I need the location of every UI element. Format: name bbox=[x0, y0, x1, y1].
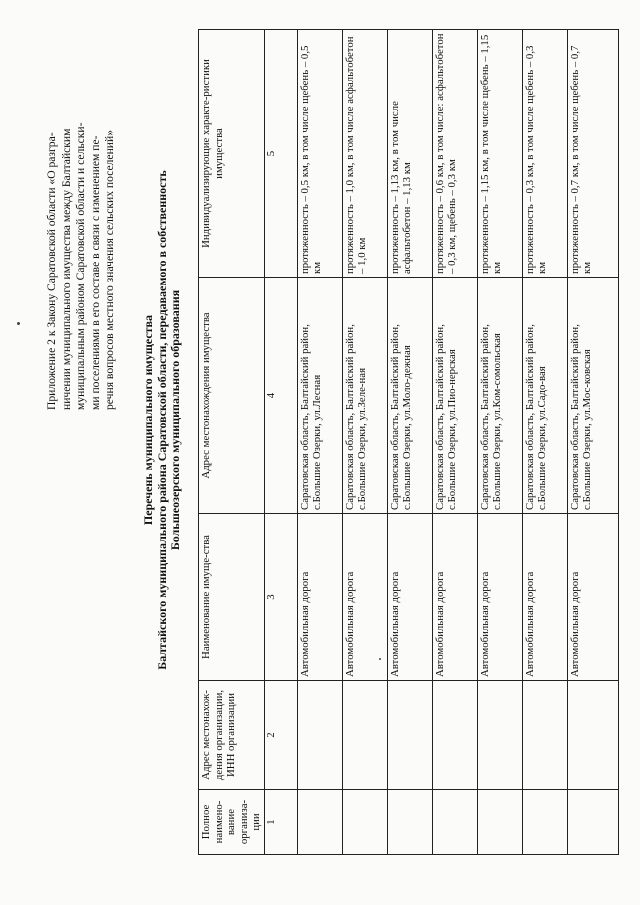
column-header: Индивидуализирующие характе-ристики имущества bbox=[199, 30, 265, 278]
org-name-cell bbox=[567, 790, 618, 855]
table-row bbox=[477, 30, 522, 855]
rotated-document-content bbox=[40, 30, 600, 880]
annex-line: муниципальным районом Саратовской области и сельски- bbox=[74, 122, 88, 410]
org-name-cell bbox=[297, 790, 342, 855]
property-address-cell: Саратовская область, Балтайский район, с.Большие Озерки, ул.Зеле-ная bbox=[342, 278, 387, 514]
scan-speck bbox=[17, 322, 20, 325]
property-address-cell: Саратовская область, Балтайский район, с.Большие Озерки, ул.Моло-дежная bbox=[387, 278, 432, 514]
property-address-cell: Саратовская область, Балтайский район, с.Большие Озерки, ул.Ком-сомольская bbox=[477, 278, 522, 514]
property-table bbox=[198, 29, 619, 855]
property-details-cell: протяженность – 0,6 км, в том числе: асфальтобетон – 0,3 км, щебень – 0,3 км bbox=[432, 30, 477, 278]
title-line: Большеозерского муниципального образования bbox=[168, 289, 182, 551]
column-number: 5 bbox=[264, 30, 297, 278]
property-name-cell: Автомобильная дорога bbox=[342, 514, 387, 681]
annex-line: ничении муниципального имущества между Балтайским bbox=[59, 128, 73, 410]
column-header: Наименование имуще-ства bbox=[199, 514, 265, 681]
title-line: Балтайского муниципального района Саратовской области, передаваемого в собственность bbox=[154, 170, 169, 670]
property-name-cell: Автомобильная дорога bbox=[477, 514, 522, 681]
table-row bbox=[297, 30, 342, 855]
annex-line: ми поселениями в его составе в связи с изменением пе- bbox=[88, 135, 102, 410]
property-details-cell: протяженность – 0,3 км, в том числе щебень – 0,3 км bbox=[522, 30, 567, 278]
column-number: 2 bbox=[264, 681, 297, 790]
property-address-cell: Саратовская область, Балтайский район, с.Большие Озерки, ул.Садо-вая bbox=[522, 278, 567, 514]
property-address-cell: Саратовская область, Балтайский район, с.Большие Озерки, ул.Мос-ковская bbox=[567, 278, 618, 514]
property-name-cell: Автомобильная дорога bbox=[432, 514, 477, 681]
property-address-cell: Саратовская область, Балтайский район, с.Большие Озерки, ул.Лесная bbox=[297, 278, 342, 514]
annex-line: речня вопросов местного значения сельских поселений» bbox=[103, 130, 117, 410]
org-address-cell bbox=[567, 681, 618, 790]
org-address-cell bbox=[432, 681, 477, 790]
property-details-cell: протяженность – 0,7 км, в том числе щебень – 0,7 км bbox=[567, 30, 618, 278]
org-name-cell bbox=[432, 790, 477, 855]
column-header: Адрес местонахождения имущества bbox=[199, 278, 265, 514]
property-details-cell: протяженность – 1,0 км, в том числе асфальтобетон – 1,0 км bbox=[342, 30, 387, 278]
column-number: 1 bbox=[264, 790, 297, 855]
annex-line: Приложение 2 к Закону Саратовской области «О разгра- bbox=[45, 132, 58, 410]
document-title bbox=[142, 140, 183, 700]
property-details-cell: протяженность – 1,15 км, в том числе щебень – 1,15 км bbox=[477, 30, 522, 278]
table-row bbox=[342, 30, 387, 855]
annex-note bbox=[45, 50, 118, 410]
org-name-cell bbox=[342, 790, 387, 855]
table-row bbox=[567, 30, 618, 855]
table-row bbox=[522, 30, 567, 855]
column-number-row bbox=[264, 30, 297, 855]
property-name-cell: Автомобильная дорога bbox=[297, 514, 342, 681]
org-address-cell bbox=[387, 681, 432, 790]
property-details-cell: протяженность – 1,13 км, в том числе асфальтобетон – 1,13 км bbox=[387, 30, 432, 278]
table-row bbox=[432, 30, 477, 855]
org-address-cell bbox=[297, 681, 342, 790]
org-address-cell bbox=[477, 681, 522, 790]
table-row bbox=[387, 30, 432, 855]
org-address-cell bbox=[342, 681, 387, 790]
org-name-cell bbox=[387, 790, 432, 855]
property-address-cell: Саратовская область, Балтайский район, с.Большие Озерки, ул.Пио-нерская bbox=[432, 278, 477, 514]
org-name-cell bbox=[477, 790, 522, 855]
column-header: Адрес местонахож-дения организации, ИНН организации bbox=[199, 681, 265, 790]
property-name-cell: Автомобильная дорога bbox=[387, 514, 432, 681]
column-number: 3 bbox=[264, 514, 297, 681]
column-number: 4 bbox=[264, 278, 297, 514]
property-name-cell: Автомобильная дорога bbox=[567, 514, 618, 681]
title-line: Перечень муниципального имущества bbox=[141, 314, 155, 526]
org-address-cell bbox=[522, 681, 567, 790]
table-header-row bbox=[199, 30, 265, 855]
column-header: Полное наимено-вание организа-ции bbox=[199, 790, 265, 855]
property-details-cell: протяженность – 0,5 км, в том числе щебень – 0,5 км bbox=[297, 30, 342, 278]
org-name-cell bbox=[522, 790, 567, 855]
property-name-cell: Автомобильная дорога bbox=[522, 514, 567, 681]
